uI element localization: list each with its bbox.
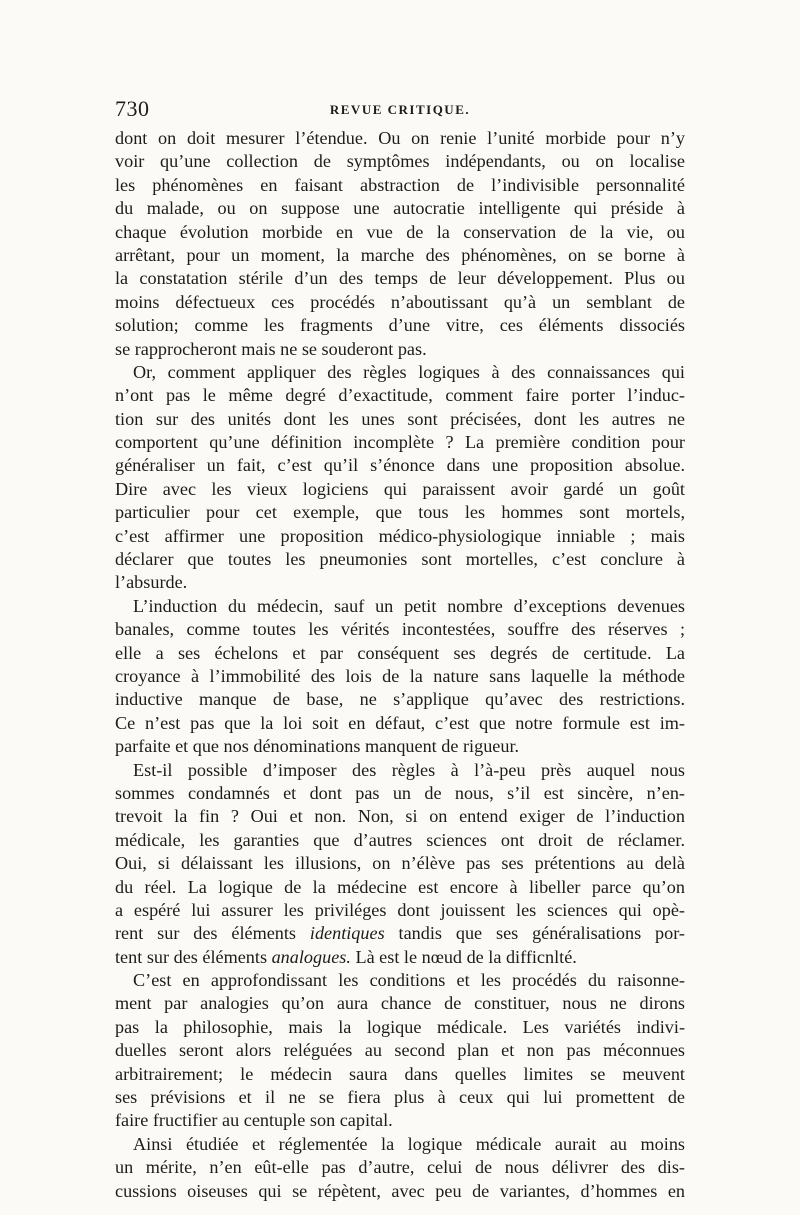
text-line: inductive manque de base, ne s’applique qu’avec des restrictions. [115,689,685,710]
text-line: les phénomènes en faisant abstraction de l’indivisible personnalité [115,174,685,195]
text-line: du réel. La logique de la médecine est encore à libeller parce qu’on [115,876,685,897]
text-line: Oui, si délaissant les illusions, on n’élève pas ses prétentions au delà [115,853,685,874]
page-number: 730 [115,96,150,121]
page-header [115,96,685,122]
text-line: médicale, les garanties que d’autres sciences ont droit de réclamer. [115,829,685,850]
text-line: a espéré lui assurer les priviléges dont jouissent les sciences qui opè- [115,899,685,920]
text-line: c’est affirmer une proposition médico-physiologique inniable ; mais [115,525,685,546]
text-line: Est-il possible d’imposer des règles à l’à-peu près auquel nous [133,759,685,780]
text-line: particulier pour cet exemple, que tous les hommes sont mortels, [115,502,685,523]
text-line: n’ont pas le même degré d’exactitude, comment faire porter l’induc- [115,385,685,406]
text-line: arbitrairement; le médecin saura dans quelles limites se meuvent [115,1063,685,1084]
text-line: cussions oiseuses qui se répètent, avec peu de variantes, d’hommes en [115,1180,685,1201]
text-line: tion sur des unités dont les unes sont précisées, dont les autres ne [115,408,685,429]
text-line: L’induction du médecin, sauf un petit nombre d’exceptions devenues [133,595,685,616]
text-line: pas la philosophie, mais la logique médicale. Les variétés indivi- [115,1016,685,1037]
text-line: elle a ses échelons et par conséquent ses degrés de certitude. La [115,642,685,663]
text-line: dont on doit mesurer l’étendue. Ou on renie l’unité morbide pour n’y [115,128,685,148]
text-line: C’est en approfondissant les conditions et les procédés du raisonne- [133,970,685,991]
text-line: du malade, ou on suppose une autocratie intelligente qui préside à [115,198,685,219]
text-line: déclarer que toutes les pneumonies sont mortelles, c’est conclure à [115,549,685,570]
text-line: sommes condamnés et dont pas un de nous, s’il est sincère, n’en- [115,782,685,803]
text-line: duelles seront alors reléguées au second plan et non pas méconnues [115,1040,685,1061]
italic-word: identiques [309,923,385,944]
text-line: généraliser un fait, c’est qu’il s’énonce dans une proposition absolue. [115,455,685,476]
text-line: comportent qu’une définition incomplète ? La première condition pour [115,432,685,453]
text-line: la constatation stérile d’un des temps de leur développement. Plus ou [115,268,685,289]
text-line: Ainsi étudiée et réglementée la logique médicale aurait au moins [133,1133,685,1154]
text-line: voir qu’une collection de symptômes indépendants, ou on localise [115,151,685,172]
text-line: l’absurde. [115,572,188,593]
text-line: tent sur des éléments analogues. Là est le nœud de la difficnlté. [115,946,577,967]
text-line: se rapprocheront mais ne se souderont pas. [115,338,427,359]
text-line: parfaite et que nos dénominations manquent de rigueur. [115,736,520,757]
text-line: rent sur des éléments identiques tandis que ses généralisations por- [115,923,685,944]
text-line: ment par analogies qu’on aura chance de constituer, nous ne dirons [115,993,685,1014]
text-line: Or, comment appliquer des règles logiques à des connaissances qui [133,361,685,382]
text-line: chaque évolution morbide en vue de la conservation de la vie, ou [115,221,685,242]
text-line: Dire avec les vieux logiciens qui paraissent avoir gardé un goût [115,478,685,499]
text-line: croyance à l’immobilité des lois de la nature sans laquelle la méthode [115,665,685,686]
text-line: faire fructifier au centuple son capital. [115,1110,393,1131]
italic-word: analogues. [271,946,351,967]
text-line: Ce n’est pas que la loi soit en défaut, c’est que notre formule est im- [115,712,685,733]
text-line: solution; comme les fragments d’une vitre, ces éléments dissociés [115,315,685,336]
text-line: un mérite, n’en eût-elle pas d’autre, celui de nous délivrer des dis- [115,1157,685,1178]
text-line: banales, comme toutes les vérités incontestées, souffre des réserves ; [115,619,685,640]
running-title: REVUE CRITIQUE. [329,102,471,117]
text-line: trevoit la fin ? Oui et non. Non, si on entend exiger de l’induction [115,806,685,827]
text-line: arrêtant, pour un moment, la marche des phénomènes, on se borne à [115,244,685,265]
text-line: moins défectueux ces procédés n’aboutissant qu’à un semblant de [115,291,685,312]
text-line: ses prévisions et il ne se fiera plus à ceux qui lui promettent de [115,1087,685,1108]
body-text [115,127,685,1203]
